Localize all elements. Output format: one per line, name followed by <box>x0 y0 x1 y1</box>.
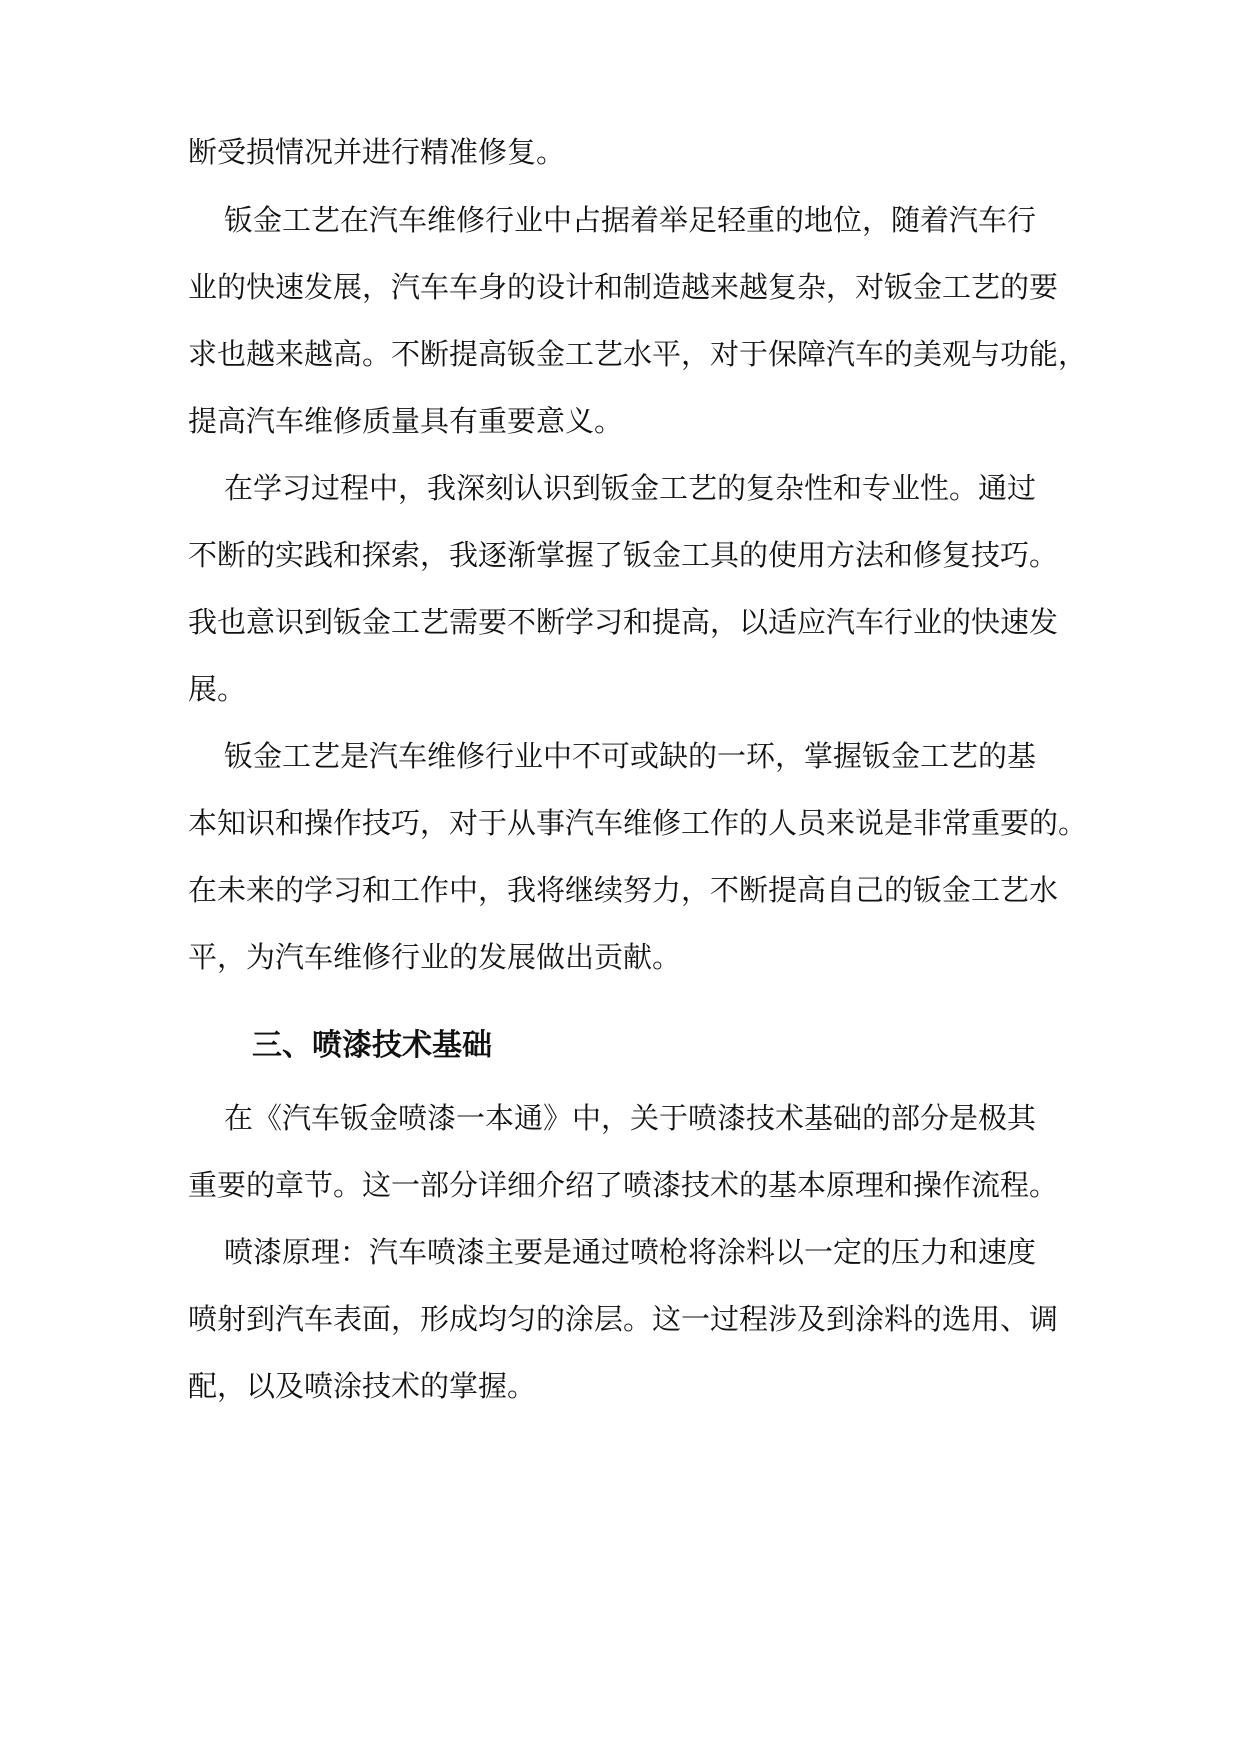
text-line: 展。 <box>188 672 247 706</box>
text-line: 在未来的学习和工作中，我将继续努力，不断提高自己的钣金工艺水 <box>188 873 1059 907</box>
text-line: 不断的实践和探索，我逐渐掌握了钣金工具的使用方法和修复技巧。 <box>188 538 1059 572</box>
text-line: 喷漆原理：汽车喷漆主要是通过喷枪将涂料以一定的压力和速度 <box>224 1235 1037 1269</box>
text-line: 钣金工艺是汽车维修行业中不可或缺的一环，掌握钣金工艺的基 <box>224 739 1037 773</box>
text-line: 断受损情况并进行精准修复。 <box>188 135 566 169</box>
text-line: 在学习过程中，我深刻认识到钣金工艺的复杂性和专业性。通过 <box>224 471 1037 505</box>
text-line: 本知识和操作技巧，对于从事汽车维修工作的人员来说是非常重要的。 <box>188 806 1088 840</box>
text-line: 配，以及喷涂技术的掌握。 <box>188 1369 537 1403</box>
text-line: 平，为汽车维修行业的发展做出贡献。 <box>188 940 682 974</box>
text-line: 求也越来越高。不断提高钣金工艺水平，对于保障汽车的美观与功能， <box>188 337 1088 371</box>
text-line: 在《汽车钣金喷漆一本通》中，关于喷漆技术基础的部分是极其 <box>224 1101 1037 1135</box>
text-line: 重要的章节。这一部分详细介绍了喷漆技术的基本原理和操作流程。 <box>188 1168 1059 1202</box>
section-heading: 三、喷漆技术基础 <box>252 1028 492 1063</box>
text-line: 我也意识到钣金工艺需要不断学习和提高，以适应汽车行业的快速发 <box>188 605 1059 639</box>
text-line: 喷射到汽车表面，形成均匀的涂层。这一过程涉及到涂料的选用、调 <box>188 1302 1059 1336</box>
text-line: 业的快速发展，汽车车身的设计和制造越来越复杂，对钣金工艺的要 <box>188 270 1059 304</box>
text-line: 钣金工艺在汽车维修行业中占据着举足轻重的地位，随着汽车行 <box>224 203 1037 237</box>
text-line: 提高汽车维修质量具有重要意义。 <box>188 404 624 438</box>
